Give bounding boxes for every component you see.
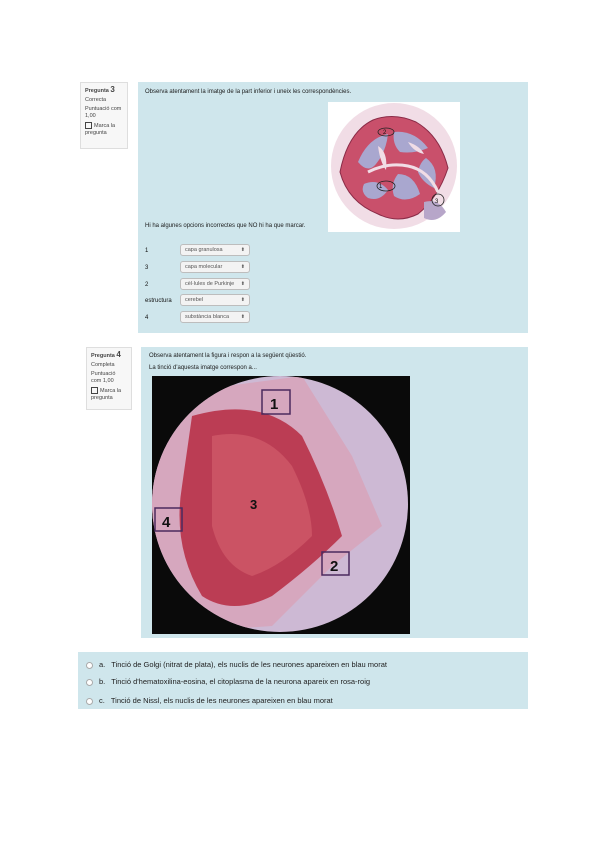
answer-option-a[interactable] <box>86 660 387 669</box>
chevron-down-icon: ⬍ <box>240 281 245 287</box>
answer-options <box>78 652 528 709</box>
question-card-3 <box>138 82 528 333</box>
question-score: Puntuació com 1,00 <box>91 371 116 384</box>
image-label-2: 2 <box>383 130 387 136</box>
match-select[interactable] <box>180 294 250 306</box>
image-label-1: 1 <box>270 396 279 413</box>
question-prompt: Observa atentament la figura i respon a la següent qüestió. <box>149 353 307 359</box>
select-value: cèl·lules de Purkinje <box>185 281 235 287</box>
option-letter: a. <box>99 660 106 669</box>
question-note: Hi ha algunes opcions incorrectes que NO hi ha que marcar. <box>145 223 306 229</box>
histology-image <box>152 376 410 634</box>
radio-button[interactable] <box>86 662 93 669</box>
answer-option-c[interactable] <box>86 696 333 705</box>
match-row-label: 1 <box>145 248 149 254</box>
cerebellum-image <box>328 102 460 232</box>
image-label-2: 2 <box>330 558 339 575</box>
radio-button[interactable] <box>86 698 93 705</box>
flag-label: Marca la pregunta <box>91 387 122 401</box>
match-select[interactable] <box>180 278 250 290</box>
question-label: Pregunta <box>85 88 109 94</box>
chevron-down-icon: ⬍ <box>240 314 245 320</box>
radio-button[interactable] <box>86 679 93 686</box>
option-text: Tinció d'hematoxilina-eosina, el citoplasma de la neurona apareix en rosa-roig <box>111 677 371 686</box>
question-state: Correcta <box>85 97 107 103</box>
select-value: capa molecular <box>185 264 223 270</box>
question-info-4 <box>86 347 132 410</box>
question-card-4 <box>141 347 528 638</box>
flag-question[interactable] <box>85 122 123 137</box>
option-letter: c. <box>99 696 105 705</box>
match-select[interactable] <box>180 261 250 273</box>
question-state: Completa <box>91 362 115 368</box>
image-label-3: 3 <box>435 199 439 205</box>
match-row-label: estructura <box>145 298 172 304</box>
question-prompt: Observa atentament la imatge de la part inferior i uneix les correspondències. <box>145 89 352 95</box>
flag-label: Marca la pregunta <box>85 122 116 136</box>
flag-question[interactable] <box>91 387 127 402</box>
question-label: Pregunta <box>91 353 115 359</box>
match-select[interactable] <box>180 311 250 323</box>
image-label-4: 4 <box>162 514 171 531</box>
select-value: substància blanca <box>185 314 230 320</box>
image-label-1: 1 <box>379 184 383 190</box>
option-text: Tinció de Golgi (nitrat de plata), els nuclis de les neurones apareixen en blau morat <box>111 660 387 669</box>
select-value: cerebel <box>185 297 204 303</box>
chevron-down-icon: ⬍ <box>240 297 245 303</box>
match-row-label: 3 <box>145 265 149 271</box>
image-label-3: 3 <box>250 497 258 512</box>
chevron-down-icon: ⬍ <box>240 264 245 270</box>
flag-icon <box>91 387 98 394</box>
question-info-3 <box>80 82 128 149</box>
select-value: capa granulosa <box>185 247 223 253</box>
match-row-label: 2 <box>145 282 149 288</box>
question-text: La tinció d'aquesta imatge correspon a... <box>149 365 257 371</box>
chevron-down-icon: ⬍ <box>240 247 245 253</box>
answer-option-b[interactable] <box>86 677 370 686</box>
option-text: Tinció de Nissl, els nuclis de les neurones apareixen en blau morat <box>110 696 333 705</box>
question-number: 4 <box>116 350 121 359</box>
match-row-label: 4 <box>145 315 149 321</box>
match-select[interactable] <box>180 244 250 256</box>
question-number: 3 <box>110 85 115 94</box>
option-letter: b. <box>99 677 106 686</box>
question-score: Puntuació com 1,00 <box>85 106 122 119</box>
flag-icon <box>85 122 92 129</box>
